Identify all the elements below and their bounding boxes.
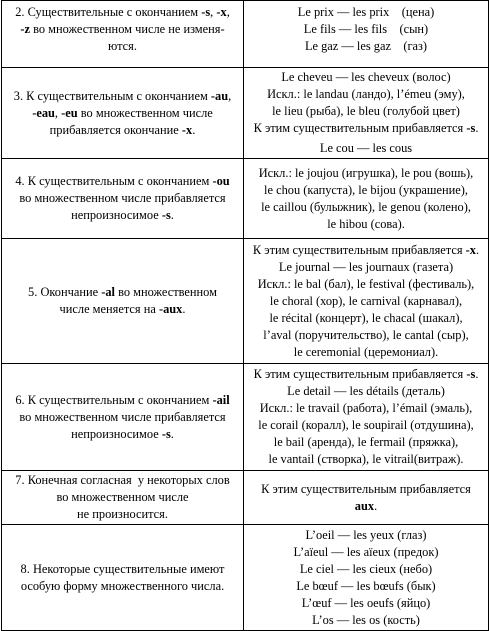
rule-line: ются. [108,39,137,53]
table-row [2,1,489,68]
example-line: К этим существительным прибавляется -s. [253,121,479,135]
example-line: l’aval (поручительство), le cantal (сыр), [263,327,469,342]
rule-line: числе меняется на -aux. [59,302,186,316]
example-line: К этим существительным прибавляется [261,481,471,496]
rule-line: особую форму множественного числа. [20,578,225,593]
rule-cell [2,525,244,631]
example-line: L’œuf — les oeufs (яйцо) [301,595,431,610]
rule-line: -z во множественном числе не изменя- [20,22,225,36]
example-line: le lieu (рыба), le bleu (голубой цвет) [272,104,460,118]
example-line: Le bœuf — les bœufs (бык) [296,578,436,593]
rule-line: 5. Окончание -al во множественном [28,285,217,299]
example-line: L’os — les os (кость) [312,612,420,627]
example-line: le bail (аренда), le fermail (пряжка), [273,435,459,449]
example-line: le hibou (сова). [327,216,405,231]
examples-cell [244,68,489,159]
rule-cell [2,159,244,239]
table-row [2,364,489,471]
rule-line: 7. Конечная согласная у некоторых слов [15,473,230,487]
example-line: le récital (концерт), le chacal (шакал), [269,310,463,325]
rules-table [1,0,489,631]
rule-line: непроизносимое -s. [71,208,174,222]
rule-line: не произносится. [77,507,168,521]
rule-line: -eau, -eu во множественном числе [32,105,213,120]
example-line: aux. [354,498,378,513]
example-line: le ceremonial (церемониал). [293,344,439,359]
example-line: Le journal — les journaux (газета) [278,259,454,274]
example-line: Искл.: le joujou (игрушка), le pou (вошь), [258,165,474,180]
rule-cell [2,364,244,471]
table-row [2,525,489,631]
table-row [2,68,489,159]
rule-line: 8. Некоторые существительные имеют [20,561,225,576]
example-line: L’aïeul — les aïeux (предок) [293,544,439,559]
rule-line: 4. К существительным с окончанием -ou [15,174,230,188]
example-line: Le prix — les prix (цена) [297,5,435,19]
rule-line: прибавляется окончание -x. [49,122,196,137]
rule-line: 2. Существительные с окончанием -s, -x, [15,5,230,19]
example-line: Le ciel — les cieux (небо) [299,561,433,576]
example-line: Искл.: le bal (бал), le festival (фестиваль), [257,276,475,291]
rule-line: непроизносимое -s. [71,426,174,441]
example-line: Искл.: le travail (работа), l’émail (эмаль), [259,401,473,415]
example-line: Le detail — les détails (деталь) [287,384,445,398]
example-line: le caillou (булыжник), le genou (колено), [261,199,471,214]
rule-line: во множественном числе [56,490,189,504]
rule-cell [2,471,244,525]
example-line: К этим существительным прибавляется -s. [253,367,479,381]
examples-cell [244,471,489,525]
rule-cell [2,1,244,68]
examples-cell [244,1,489,68]
rule-cell [2,68,244,159]
table-row [2,239,489,364]
rule-line: 3. К существительным с окончанием -au, [13,88,232,103]
examples-cell [244,239,489,364]
table-row [2,159,489,239]
example-line: Le fils — les fils (сын) [303,22,429,36]
example-line: Le cou — les cous [319,141,413,155]
rule-line: во множественном числе прибавляется [19,191,226,205]
example-line: Le gaz — les gaz (газ) [304,39,428,53]
example-line: le chou (капуста), le bijou (украшение), [264,182,468,197]
rule-cell [2,239,244,364]
examples-cell [244,525,489,631]
examples-cell [244,159,489,239]
examples-cell [244,364,489,471]
example-line: Le cheveu — les cheveux (волос) [281,70,451,84]
example-line: le vantail (створка), le vitrail(витраж). [268,452,464,466]
example-line: L’oeil — les yeux (глаз) [305,527,427,542]
example-line: le corail (коралл), le soupirail (отдушина), [258,418,474,432]
table-row [2,471,489,525]
rule-line: во множественном числе прибавляется [19,409,226,424]
rule-line: 6. К существительным с окончанием -ail [15,392,230,407]
example-line: К этим существительным прибавляется -x. [252,242,480,257]
example-line: Искл.: le landau (ландо), l’émeu (эму), [267,87,465,101]
example-line: le choral (хор), le carnival (карнавал), [269,293,463,308]
